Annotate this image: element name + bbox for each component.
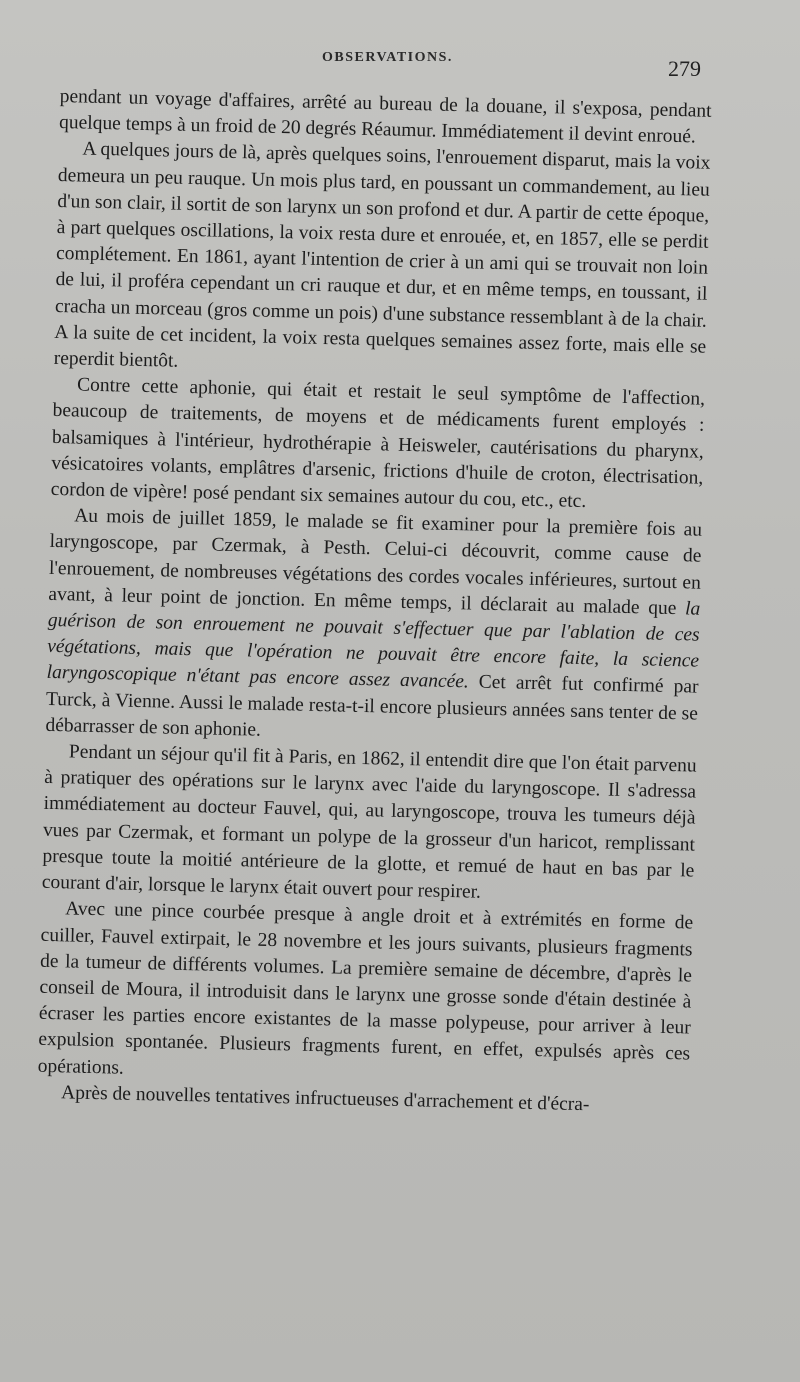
paragraph: A quelques jours de là, après quelques soins, l'enrouement disparut, mais la voix demeura un peu rauque. Un mois plus tard, en poussant un commandement, au lieu d'un son clair, il sortit de son larynx un son profond et dur. A partir de cette époque, à part quelques oscillations, la voix resta dure et enrouée, et, en 1857, elle se perdit complétement. En 1861, ayant l'intention de crier à un ami qui se trouvait non loin de lui, il proféra cependant un cri rauque et dur, et en même temps, en toussant, il cracha un morceau (gros comme un pois) d'une substance ressemblant à de la chair. A la suite de cet incident, la voix resta quelques semaines assez forte, mais elle se reperdit bientôt. <box>53 138 711 372</box>
italic-quotation: la guérison de son enrouement ne pouvait s'effectuer que par l'ablation de ces végétations, mais que l'opération ne pouvait être encore faite, la science laryngoscopique n'étant pas encore assez avancée. <box>46 598 701 693</box>
text-body <box>37 84 712 1120</box>
paragraph: Pendant un séjour qu'il fit à Paris, en 1862, il entendit dire que l'on était parvenu à pratiquer des opérations sur le larynx avec l'aide du laryngoscope. Il s'adressa immédiatement au docteur Fauvel, qui, au laryngoscope, trouva les tumeurs déjà vues par Czermak, et formant un polype de la grosseur d'un haricot, remplissant presque toute la moitié antérieure de la glotte, et remué de haut en bas par le courant d'air, lorsque le larynx était ouvert pour respirer. <box>41 741 697 903</box>
paragraph: Contre cette aphonie, qui était et restait le seul symptôme de l'affection, beaucoup de traitements, de moyens et de médicaments furent employés : balsamiques à l'intérieur, hydrothérapie à Heisweler, cautérisations du pharynx, vésicatoires volants, emplâtres d'arsenic, frictions d'huile de croton, électrisation, cordon de vipère! posé pendant six semaines autour du cou, etc., etc. <box>50 374 706 513</box>
running-head <box>0 50 800 80</box>
paragraph-last: Après de nouvelles tentatives infructueuses d'arrachement et d'écra- <box>60 1082 590 1115</box>
paragraph-text: Cet arrêt fut confirmé par Turck, à Vienne. Aussi le malade resta-t-il encore plusieurs années sans tenter de se débarrasser de son aphonie. <box>45 671 699 741</box>
page-number: 279 <box>668 56 701 81</box>
paragraph-continued: pendant un voyage d'affaires, arrêté au bureau de la douane, il s'exposa, pendant quelque temps à un froid de 20 degrés Réaumur. Immédiatement il devint enroué. <box>58 85 712 148</box>
paragraph-text: Au mois de juillet 1859, le malade se fit examiner pour la première fois au laryngoscope, par Czermak, à Pesth. Celui-ci découvrit, comme cause de l'enrouement, de nombreuses végétations des cordes vocales inférieures, surtout en avant, à leur point de jonction. En même temps, il déclarait au malade que <box>48 505 703 620</box>
paragraph-with-italic <box>45 503 702 754</box>
running-title: OBSERVATIONS. <box>322 50 453 65</box>
paragraph: Avec une pince courbée presque à angle droit et à extrémités en forme de cuiller, Fauvel extirpait, le 28 novembre et les jours suivants, plusieurs fragments de la tumeur de différents volumes. La première semaine de décembre, d'après le conseil de Moura, il introduisit dans le larynx une grosse sonde d'étain destinée à écraser les parties encore existantes de la masse polypeuse, pour arriver à leur expulsion spontanée. Plusieurs fragments furent, en effet, expulsés après ces opérations. <box>37 898 694 1079</box>
